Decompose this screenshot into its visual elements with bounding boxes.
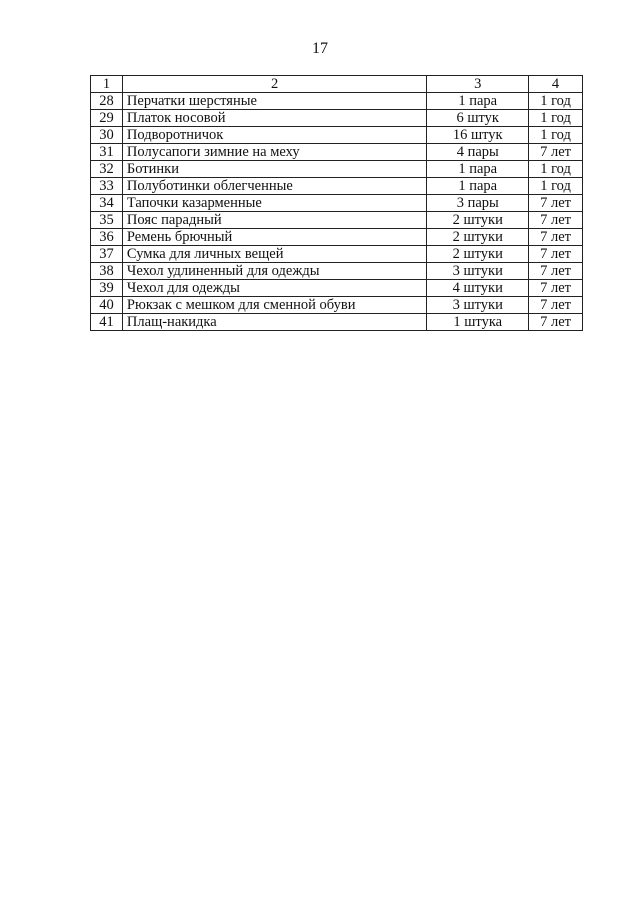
table-row bbox=[91, 314, 583, 331]
table-header-row bbox=[91, 76, 583, 93]
row-number: 29 bbox=[91, 110, 123, 127]
row-number: 39 bbox=[91, 280, 123, 297]
item-term: 1 год bbox=[529, 110, 583, 127]
table-row bbox=[91, 161, 583, 178]
item-name: Сумка для личных вещей bbox=[122, 246, 426, 263]
item-term: 7 лет bbox=[529, 195, 583, 212]
item-name: Подворотничок bbox=[122, 127, 426, 144]
item-name: Чехол для одежды bbox=[122, 280, 426, 297]
item-quantity: 2 штуки bbox=[427, 246, 529, 263]
table-row bbox=[91, 297, 583, 314]
table-row bbox=[91, 178, 583, 195]
item-quantity: 3 штуки bbox=[427, 297, 529, 314]
item-name: Ботинки bbox=[122, 161, 426, 178]
column-header-4: 4 bbox=[529, 76, 583, 93]
column-header-1: 1 bbox=[91, 76, 123, 93]
column-header-3: 3 bbox=[427, 76, 529, 93]
items-table bbox=[90, 75, 583, 331]
item-term: 7 лет bbox=[529, 212, 583, 229]
item-term: 7 лет bbox=[529, 297, 583, 314]
table-row bbox=[91, 110, 583, 127]
item-quantity: 2 штуки bbox=[427, 212, 529, 229]
row-number: 32 bbox=[91, 161, 123, 178]
item-name: Плащ-накидка bbox=[122, 314, 426, 331]
item-quantity: 4 штуки bbox=[427, 280, 529, 297]
item-quantity: 6 штук bbox=[427, 110, 529, 127]
table-row bbox=[91, 93, 583, 110]
row-number: 30 bbox=[91, 127, 123, 144]
table-body bbox=[91, 93, 583, 331]
item-quantity: 2 штуки bbox=[427, 229, 529, 246]
row-number: 41 bbox=[91, 314, 123, 331]
item-name: Ремень брючный bbox=[122, 229, 426, 246]
item-name: Платок носовой bbox=[122, 110, 426, 127]
item-term: 7 лет bbox=[529, 246, 583, 263]
item-name: Пояс парадный bbox=[122, 212, 426, 229]
page-number: 17 bbox=[312, 40, 328, 57]
table-row bbox=[91, 280, 583, 297]
item-term: 7 лет bbox=[529, 314, 583, 331]
row-number: 40 bbox=[91, 297, 123, 314]
item-quantity: 1 штука bbox=[427, 314, 529, 331]
item-term: 1 год bbox=[529, 93, 583, 110]
item-quantity: 16 штук bbox=[427, 127, 529, 144]
column-header-2: 2 bbox=[122, 76, 426, 93]
table-row bbox=[91, 195, 583, 212]
table-row bbox=[91, 229, 583, 246]
item-name: Полуботинки облегченные bbox=[122, 178, 426, 195]
item-term: 1 год bbox=[529, 161, 583, 178]
item-term: 7 лет bbox=[529, 144, 583, 161]
item-term: 1 год bbox=[529, 178, 583, 195]
table-row bbox=[91, 246, 583, 263]
item-term: 7 лет bbox=[529, 280, 583, 297]
table-row bbox=[91, 263, 583, 280]
table-row bbox=[91, 127, 583, 144]
item-term: 7 лет bbox=[529, 229, 583, 246]
row-number: 34 bbox=[91, 195, 123, 212]
item-name: Чехол удлиненный для одежды bbox=[122, 263, 426, 280]
row-number: 38 bbox=[91, 263, 123, 280]
item-quantity: 3 штуки bbox=[427, 263, 529, 280]
item-term: 1 год bbox=[529, 127, 583, 144]
item-name: Тапочки казарменные bbox=[122, 195, 426, 212]
item-name: Перчатки шерстяные bbox=[122, 93, 426, 110]
item-quantity: 1 пара bbox=[427, 161, 529, 178]
item-quantity: 4 пары bbox=[427, 144, 529, 161]
row-number: 36 bbox=[91, 229, 123, 246]
row-number: 31 bbox=[91, 144, 123, 161]
item-name: Рюкзак с мешком для сменной обуви bbox=[122, 297, 426, 314]
item-quantity: 3 пары bbox=[427, 195, 529, 212]
row-number: 35 bbox=[91, 212, 123, 229]
row-number: 37 bbox=[91, 246, 123, 263]
table-row bbox=[91, 212, 583, 229]
row-number: 28 bbox=[91, 93, 123, 110]
item-term: 7 лет bbox=[529, 263, 583, 280]
item-quantity: 1 пара bbox=[427, 93, 529, 110]
row-number: 33 bbox=[91, 178, 123, 195]
item-name: Полусапоги зимние на меху bbox=[122, 144, 426, 161]
item-quantity: 1 пара bbox=[427, 178, 529, 195]
table-row bbox=[91, 144, 583, 161]
